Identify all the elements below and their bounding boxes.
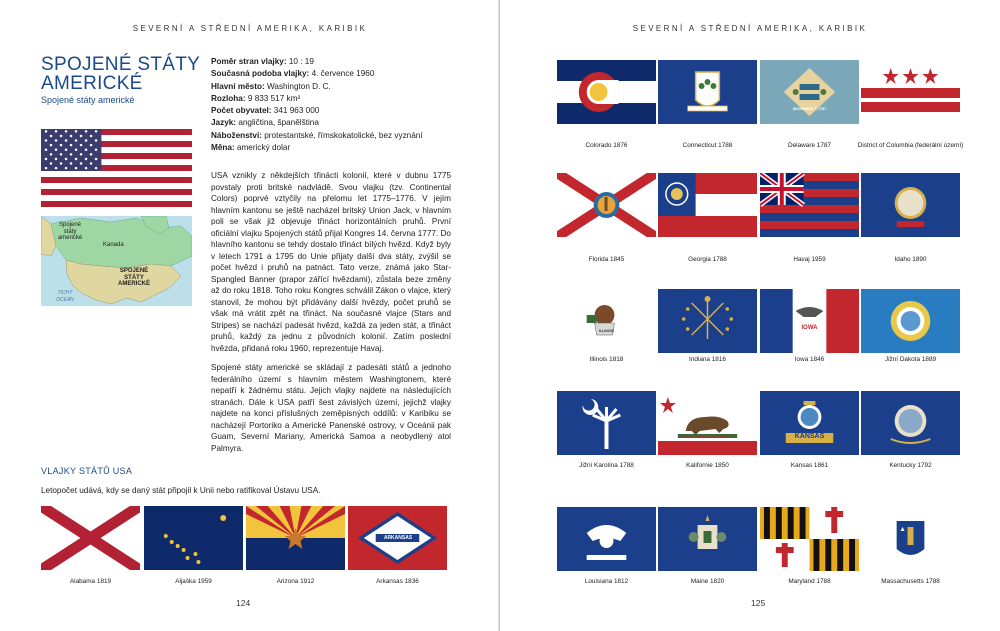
caption-colorado: Colorado 1876 (585, 142, 628, 149)
flag-alabama (41, 506, 140, 570)
page-number-left: 124 (236, 598, 251, 608)
flag-district-graphic (861, 60, 960, 124)
flag-illinois (557, 289, 656, 353)
caption-massachusetts: Massachusetts 1788 (881, 578, 940, 585)
caption-kansas: Kansas 1861 (790, 462, 829, 469)
fact-value: Washington D. C. (266, 81, 331, 91)
caption-maryland: Maryland 1788 (788, 578, 831, 585)
caption-georgia: Georgia 1788 (688, 256, 727, 263)
flag-florida-graphic (557, 173, 656, 237)
page-number-right: 125 (751, 598, 766, 608)
us-flag (41, 129, 192, 207)
flag-arizona-graphic (246, 506, 345, 570)
country-facts (211, 56, 451, 154)
flag-kalifornie-graphic (658, 391, 757, 455)
flag-kansas-text: KANSAS (794, 433, 825, 440)
section-title: VLAJKY STÁTŮ USA (41, 466, 133, 476)
flag-kentucky (861, 391, 960, 455)
country-title-line1: SPOJENÉ STÁTY (41, 54, 201, 75)
flag-louisiana (557, 507, 656, 571)
fact-label: Počet obyvatel: (211, 106, 272, 116)
caption-maine: Maine 1820 (690, 578, 725, 585)
fact-row (211, 68, 451, 80)
us-flag-graphic (41, 129, 192, 207)
section-note: Letopočet udává, kdy se daný stát připojil k Unii nebo ratifikoval Ústavu USA. (41, 486, 321, 495)
flag-louisiana-graphic (557, 507, 656, 571)
flag-massachusetts-graphic (861, 507, 960, 571)
caption-illinois: Illinois 1818 (589, 356, 624, 363)
flag-maine (658, 507, 757, 571)
fact-value: americký dolar (236, 143, 291, 153)
flag-idaho-graphic (861, 173, 960, 237)
fact-value: protestantské, římskokatolické, bez vyznání (264, 130, 423, 140)
fact-value: angličtina, španělština (238, 118, 319, 128)
arkansas-flag-text: ARKANSAS (383, 535, 413, 541)
flag-kansas-graphic (760, 391, 859, 455)
fact-row (211, 81, 451, 93)
flag-kalifornie (658, 391, 757, 455)
country-title (41, 55, 200, 93)
fact-value: 341 963 000 (273, 106, 320, 116)
flag-jižní (861, 289, 960, 353)
fact-value: 4. července 1960 (311, 69, 375, 79)
flag-maryland (760, 507, 859, 571)
description-paragraph-1: USA vznikly z někdejších třinácti kolonií, které v dubnu 1775 povstaly proti britské nadvládě. Svou vlajku (tzv. Continental Colors) poprvé vztyčily na přelomu let 1775–1776. V jejím hlavním kantonu se ještě nacházel britský Union Jack, v hlavním poli se však již objevuje třináct horizontálních pruhů. První oficiální vlajku Spojených států přijal Kongres 14. června 1777. Do hlavního kantonu se tehdy dostalo třináct bílých hvězd. Když byly v letech 1791 a 1795 do Unie přijaty další dva státy, zvýšil se počet hvězd i pruhů na patnáct. Tato verze, známá jako Star-Spangled Banner (prapor zářící hvězdami), zůstala beze změny až do roku 1818. Toho roku Kongres schválil Zákon o vlajce, který stanovil, že mohou být přidávány další hvězdy, počet pruhů se však má vrátit zpět na třináct. Na současné vlajce (Stars and Stripes) se nachází padesát hvězd, každá za jeden stát, a třináct pruhů, každý za jednu z původních kolonií. Zatím poslední hvězda, přidaná roku 1960, reprezentuje Havaj. (211, 171, 451, 353)
caption-jižní: Jižní Karolína 1788 (579, 462, 634, 469)
flag-delaware (760, 60, 859, 124)
flag-indiana (658, 289, 757, 353)
flag-indiana-graphic (658, 289, 757, 353)
flag-alaska-graphic (144, 506, 243, 570)
flag-district (861, 60, 960, 124)
description-paragraph-2: Spojené státy americké se skládají z padesáti států a jednoho federálního území s hlavním městem Washingtonem, které nepatří k žádnému státu. Jejich vlajky najdete na následujících stranách. Dále k USA patří šest závislých území, jejichž vlajky najdete na konci příslušných zeměpisných oddílů: v Karibiku se nacházejí Portoriko a Americké Panenské ostrovy, v Oceánii pak Guam, Severní Mariany, Americká Samoa a neobydlený atol Palmyra. (211, 363, 451, 453)
fact-label: Současná podoba vlajky: (211, 69, 310, 79)
caption-iowa: Iowa 1846 (794, 356, 825, 363)
flag-delaware-graphic (760, 60, 859, 124)
caption-connecticut: Connecticut 1788 (682, 142, 733, 149)
flag-kentucky-graphic (861, 391, 960, 455)
fact-label: Měna: (211, 143, 235, 153)
flag-iowa-text: IOWA (801, 325, 818, 331)
country-title-line2: AMERICKÉ (41, 73, 143, 94)
caption-alabama: Alabama 1819 (69, 578, 112, 585)
flag-connecticut (658, 60, 757, 124)
fact-label: Rozloha: (211, 93, 246, 103)
fact-label: Poměr stran vlajky: (211, 57, 287, 66)
caption-louisiana: Louisiana 1812 (584, 578, 629, 585)
caption-idaho: Idaho 1890 (894, 256, 927, 263)
flag-connecticut-graphic (658, 60, 757, 124)
caption-delaware: Delaware 1787 (788, 142, 831, 149)
flag-alaska (144, 506, 243, 570)
caption-arizona: Arizona 1912 (276, 578, 315, 585)
fact-row (211, 117, 451, 129)
flag-illinois-graphic (557, 289, 656, 353)
caption-kentucky: Kentucky 1792 (889, 462, 932, 469)
flag-jižní-graphic (861, 289, 960, 353)
caption-alaska: Aljaška 1959 (175, 578, 212, 585)
caption-florida: Florida 1845 (588, 256, 625, 263)
fact-row (211, 56, 451, 68)
flag-kalifornie-text: CALIFORNIA REPUBLIC (681, 434, 734, 439)
flag-colorado (557, 60, 656, 124)
flag-idaho (861, 173, 960, 237)
fact-row (211, 93, 451, 105)
flag-havaj-graphic (760, 173, 859, 237)
flag-georgia (658, 173, 757, 237)
fact-value: 9 833 517 km² (247, 93, 301, 103)
flag-colorado-graphic (557, 60, 656, 124)
caption-havaj: Havaj 1959 (793, 256, 826, 263)
caption-arkansas: Arkansas 1836 (376, 578, 419, 585)
flag-iowa-graphic (760, 289, 859, 353)
flag-arizona (246, 506, 345, 570)
flag-maryland-graphic (760, 507, 859, 571)
map-label-ocean: TICHÝ OCEÁN (56, 290, 74, 303)
flag-kansas (760, 391, 859, 455)
country-subtitle: Spojené státy americké (41, 95, 135, 105)
running-header-right: SEVERNÍ A STŘEDNÍ AMERIKA, KARIBIK (632, 24, 868, 33)
flag-jižní (557, 391, 656, 455)
fact-row (211, 142, 451, 154)
flag-maine-graphic (658, 507, 757, 571)
fact-row (211, 130, 451, 142)
fact-label: Hlavní město: (211, 81, 265, 91)
caption-district: District of Columbia (federální území) (857, 142, 964, 149)
flag-havaj (760, 173, 859, 237)
flag-massachusetts (861, 507, 960, 571)
fact-label: Jazyk: (211, 118, 237, 128)
caption-kalifornie: Kalifornie 1850 (686, 462, 729, 469)
flag-florida (557, 173, 656, 237)
fact-value: 10 : 19 (288, 57, 314, 66)
flag-iowa (760, 289, 859, 353)
map-label-alaska: Spojené státy americké (57, 222, 83, 241)
flag-georgia-graphic (658, 173, 757, 237)
country-description (211, 170, 451, 462)
flag-illinois-text: ILLINOIS (598, 329, 615, 333)
caption-indiana: Indiana 1816 (689, 356, 726, 363)
locator-map (41, 216, 192, 306)
flag-alabama-graphic (41, 506, 140, 570)
right-page (500, 0, 1000, 631)
caption-jižní: Jižní Dakota 1889 (884, 356, 937, 363)
flag-jižní-graphic (557, 391, 656, 455)
map-label-canada: Kanada (103, 242, 124, 248)
fact-row (211, 105, 451, 117)
flag-delaware-text: DECEMBER 7, 1787 (792, 107, 827, 111)
fact-label: Náboženství: (211, 130, 262, 140)
flag-arkansas (348, 506, 447, 570)
running-header-left: SEVERNÍ A STŘEDNÍ AMERIKA, KARIBIK (132, 24, 368, 33)
map-label-usa: SPOJENÉ STÁTY AMERICKÉ (117, 268, 150, 287)
